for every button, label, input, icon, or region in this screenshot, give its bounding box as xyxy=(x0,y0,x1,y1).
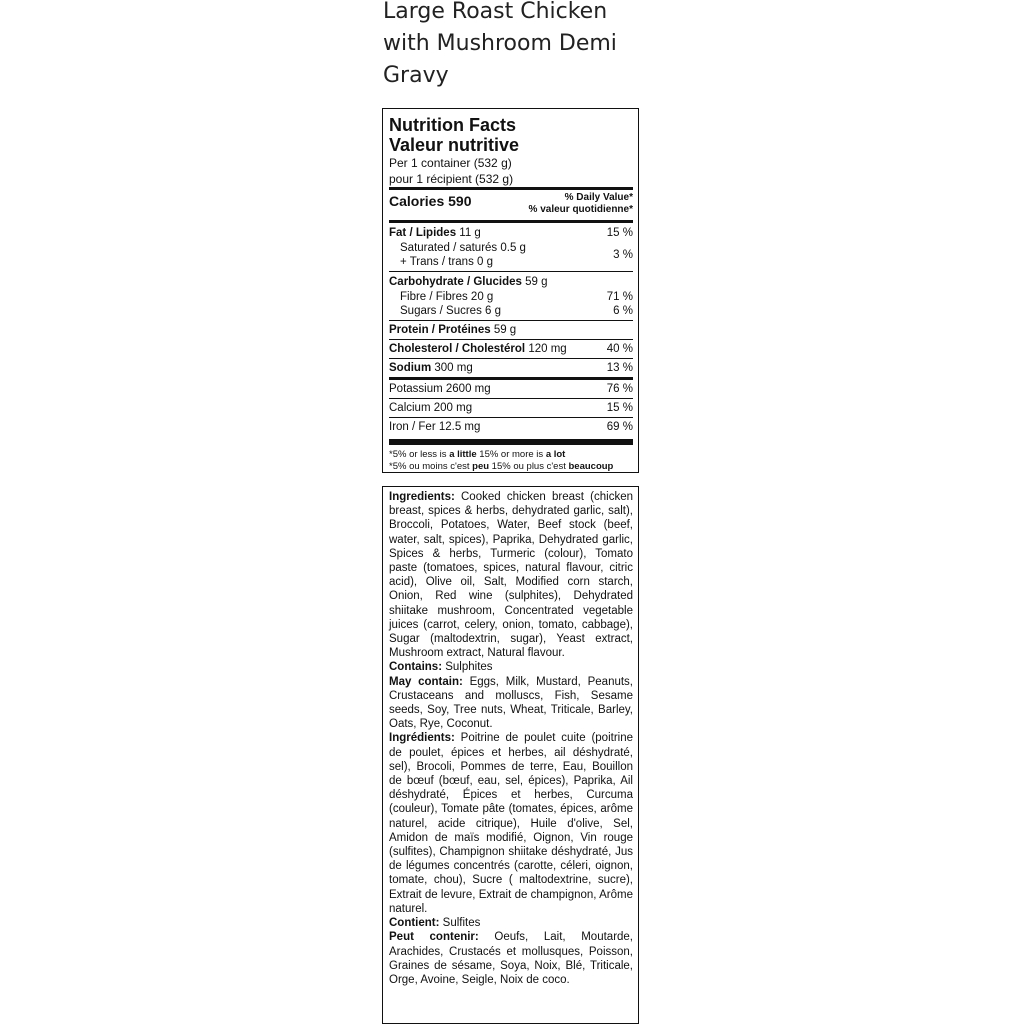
daily-value-fr: % valeur quotidienne* xyxy=(528,204,633,215)
iron-row xyxy=(389,418,633,436)
protein-label: Protein / Protéines xyxy=(389,324,491,336)
footnote-emphasis: beaucoup xyxy=(568,461,614,472)
potassium-label: Potassium 2600 mg xyxy=(389,383,491,395)
product-title-line: Gravy xyxy=(383,63,449,88)
footnote-text: *5% or less is xyxy=(389,449,450,460)
ingredients-en-label: Ingredients: xyxy=(389,491,455,503)
contains-en xyxy=(389,660,633,674)
ingredients-en xyxy=(389,490,633,660)
nutrition-facts-table xyxy=(382,108,639,473)
sodium-label: Sodium xyxy=(389,362,432,374)
cholesterol-amount: 120 mg xyxy=(528,343,567,355)
daily-value-header xyxy=(529,192,633,220)
cholesterol-dv: 40 % xyxy=(606,343,633,355)
carbohydrate-group xyxy=(389,272,633,320)
fat-amount: 11 g xyxy=(459,227,481,239)
sugars-row xyxy=(389,304,633,318)
sodium-row xyxy=(389,359,633,377)
serving-size-en: Per 1 container (532 g) xyxy=(389,156,512,170)
carbohydrate-label: Carbohydrate / Glucides xyxy=(389,276,522,288)
may-contain-fr-text: Oeufs, Lait, Moutarde, Arachides, Crustacés et mollusques, Poisson, Graines de sésame, Soya, Noix, Blé, Triticale, Orge, Avoine, Seigle, Noix de coco. xyxy=(389,931,634,986)
iron-label: Iron / Fer 12.5 mg xyxy=(389,421,481,433)
nutrition-heading-fr: Valeur nutritive xyxy=(389,135,520,155)
daily-value-en: % Daily Value* xyxy=(564,192,633,203)
ingredients-fr-label: Ingrédients: xyxy=(389,732,455,745)
potassium-row xyxy=(389,380,633,398)
calcium-row xyxy=(389,399,633,417)
fat-row xyxy=(389,225,633,241)
serving-size-fr: pour 1 récipient (532 g) xyxy=(389,172,514,186)
product-title-line: with Mushroom Demi xyxy=(383,31,617,56)
contains-fr-label: Contient: xyxy=(389,917,440,930)
may-contain-fr xyxy=(389,930,633,987)
potassium-dv: 76 % xyxy=(606,383,633,395)
fat-dv: 15 % xyxy=(606,227,633,239)
ingredients-en-text: Cooked chicken breast (chicken breast, spices & herbs, dehydrated garlic, salt), Broccoli, Potatoes, Water, Beef stock (beef, water, salt, spices), Paprika, Dehydrated garlic, Spices & herbs, Turmeric (colour), Tomato paste (tomatoes, spices, natural flavour, citric acid), Olive oil, Salt, Modified corn starch, Onion, Red wine (sulphites), Dehydrated shiitake mushroom, Concentrated vegetable juices (carrot, celery, onion, tomato, cabbage), Sugar (maltodextrin, sugar), Yeast extract, Mushroom extract, Natural flavour. xyxy=(389,491,633,660)
contains-en-label: Contains: xyxy=(389,661,443,674)
footnote-emphasis: a little xyxy=(449,449,477,460)
product-title-line: Large Roast Chicken xyxy=(383,0,608,24)
footnote-fr xyxy=(389,461,633,473)
may-contain-fr-label: Peut contenir: xyxy=(389,931,479,944)
carbohydrate-amount: 59 g xyxy=(525,276,548,288)
cholesterol-row xyxy=(389,340,633,358)
contains-fr-text: Sulfites xyxy=(439,917,481,930)
carbohydrate-row xyxy=(389,274,633,290)
ingredients-fr-text: Poitrine de poulet cuite (poitrine de poulet, épices et herbes, ail déshydraté, sel), Brocoli, Pommes de terre, Eau, Bouillon de bœuf (bœuf, eau, sel, épices), Paprika, Ail déshydraté, Épices et herbes, Curcuma (couleur), Tomate pâte (tomates, épices, arôme naturel, acide citrique), Huile d'olive, Sel, Amidon de maïs modifié, Oignon, Vin rouge (sulfites), Champignon shiitake déshydraté, Jus de légumes concentrés (carotte, céleri, oignon, tomate, chou), Sucre ( maltodextrine, sucre), Extrait de levure, Extrait de champignon, Arôme naturel. xyxy=(389,732,633,915)
sodium-amount: 300 mg xyxy=(434,362,473,374)
may-contain-en-text: Eggs, Milk, Mustard, Peanuts, Crustaceans and molluscs, Fish, Sesame seeds, Soy, Tree nuts, Wheat, Triticale, Barley, Oats, Rye, Coconut. xyxy=(389,675,633,731)
may-contain-en-label: May contain: xyxy=(389,675,463,688)
calcium-dv: 15 % xyxy=(606,402,633,414)
protein-amount: 59 g xyxy=(493,324,517,336)
calories-label: Calories 590 xyxy=(389,193,472,209)
fibre-dv: 71 % xyxy=(606,291,633,303)
fat-label: Fat / Lipides xyxy=(389,227,457,239)
cholesterol-label: Cholesterol / Cholestérol xyxy=(389,343,526,355)
sodium-dv: 13 % xyxy=(606,362,633,374)
fat-group xyxy=(389,223,633,271)
product-title xyxy=(383,0,683,92)
saturated-trans-row xyxy=(389,241,633,269)
sugars-label: Sugars / Sucres 6 g xyxy=(400,305,501,317)
sugars-dv: 6 % xyxy=(613,305,633,317)
may-contain-en xyxy=(389,675,633,732)
footnote xyxy=(389,445,633,473)
calcium-label: Calcium 200 mg xyxy=(389,402,473,414)
footnote-text: 15% or more is xyxy=(476,449,546,460)
footnote-text: 15% ou plus c'est xyxy=(489,461,569,472)
footnote-text: *5% ou moins c'est xyxy=(389,461,473,472)
footnote-emphasis: a lot xyxy=(545,449,566,460)
saturated-trans-dv: 3 % xyxy=(613,249,633,261)
trans-label: + Trans / trans 0 g xyxy=(400,256,494,268)
contains-fr xyxy=(389,916,633,930)
fibre-row xyxy=(389,290,633,304)
footnote-emphasis: peu xyxy=(472,461,490,472)
nutrition-heading-en: Nutrition Facts xyxy=(389,115,517,135)
calories-row xyxy=(389,190,633,220)
iron-dv: 69 % xyxy=(606,421,633,433)
footnote-en xyxy=(389,449,633,461)
saturated-label: Saturated / saturés 0.5 g xyxy=(400,242,526,254)
ingredients-panel xyxy=(382,486,639,1024)
fibre-label: Fibre / Fibres 20 g xyxy=(400,291,494,303)
protein-row xyxy=(389,321,633,339)
contains-en-text: Sulphites xyxy=(442,661,493,674)
ingredients-fr xyxy=(389,731,633,916)
